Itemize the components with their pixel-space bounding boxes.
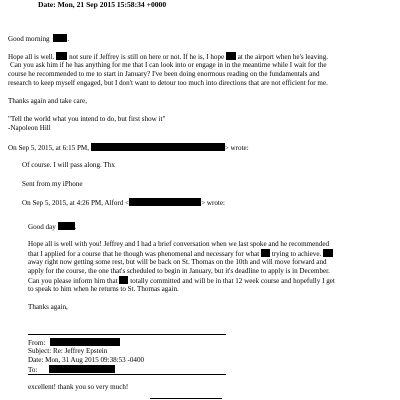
separator-rule [28, 374, 226, 375]
reply-paragraph-line: research to keep myself engaged, but I don't want to detour too much into directions that are not efficient for me. [8, 79, 328, 87]
redaction-bar [261, 249, 270, 257]
quoted-body-1: Of course. I will pass along. Thx [22, 161, 115, 169]
greeting-text: Good morning [8, 35, 50, 43]
text-segment: not sure if Jeffrey is still on here or not. If he is, I hope [69, 53, 225, 61]
quoted-header-1 [8, 143, 249, 153]
quoted-paragraph-line: apply for the course, the one that's scheduled to begin in January, but it's deadline to apply is in December. [28, 267, 330, 275]
text-segment: > wrote: [224, 144, 249, 152]
separator-rule [150, 398, 222, 399]
greeting-text: Good day [28, 223, 56, 231]
reply-greeting [8, 34, 69, 44]
redaction-bar [50, 338, 120, 346]
forwarded-subject: Subject: Re: Jeffrey Epstein [28, 347, 108, 355]
redaction-bar [323, 249, 333, 257]
reply-thanks: Thanks again and take care, [8, 97, 87, 105]
signature-quote-author: -Napoleon Hill [8, 124, 51, 132]
text-segment: at the airport when he's leaving. [237, 53, 329, 61]
text-segment: trying to achieve. [271, 250, 322, 258]
redaction-bar [91, 143, 225, 151]
quoted-thanks: Thanks again, [28, 303, 68, 311]
redaction-bar [58, 222, 75, 230]
quoted-paragraph-line: Hope all is well with you! Jeffrey and I had a brief conversation when we last spoke and he recommended [28, 240, 330, 248]
quoted-paragraph-line: away right now getting some rest, but will be back on St. Thomas on the 10th and will move forward and [28, 258, 327, 266]
forwarded-body: excellent! thank you so very much! [28, 383, 129, 391]
redaction-bar [226, 52, 236, 60]
redaction-bar [129, 198, 201, 206]
redaction-bar [53, 34, 70, 43]
redaction-bar [56, 52, 67, 60]
quoted-signature: Sent from my iPhone [22, 180, 83, 188]
reply-paragraph-line: Can you ask him if he has anything for me that I can look into or engage in in the meantime while I wait for the [10, 61, 327, 69]
text-segment: On Sep 5, 2015, at 6:15 PM, [8, 144, 89, 152]
signature-quote: "Tell the world what you intend to do, but first show it" [8, 115, 166, 123]
redaction-bar [49, 365, 115, 373]
redaction-bar [119, 276, 128, 284]
text-segment: that I applied for a course that he though was phenomenal and necessary for what [28, 250, 260, 258]
greeting-end: . [74, 223, 77, 231]
forwarded-date: Date: Mon, 31 Aug 2015 09:38:53 -0400 [28, 356, 145, 364]
text-segment: Can you please inform him that [28, 277, 118, 285]
separator-rule [28, 334, 226, 335]
text-segment: > wrote: [201, 199, 225, 207]
text-segment: Hope all is well. [8, 53, 55, 61]
text-segment: On Sep 5, 2015, at 4:26 PM, Alford < [22, 199, 130, 207]
text-segment: totally committed and will be in that 12 week course and hopefully I get [130, 277, 335, 285]
to-label: To: [28, 366, 38, 374]
greeting-end: . [67, 35, 70, 43]
from-label: From: [28, 339, 46, 347]
date-header: Date: Mon, 21 Sep 2015 15:58:34 +0000 [38, 0, 167, 9]
quoted-greeting [28, 222, 76, 232]
quoted-paragraph-line: to speak to him when he returns to St. Thomas again. [28, 285, 179, 293]
reply-paragraph-line: course he recommended to me to start in January? I've been doing enormous reading on the fundamentals and [8, 70, 320, 78]
quoted-header-2 [22, 198, 225, 208]
